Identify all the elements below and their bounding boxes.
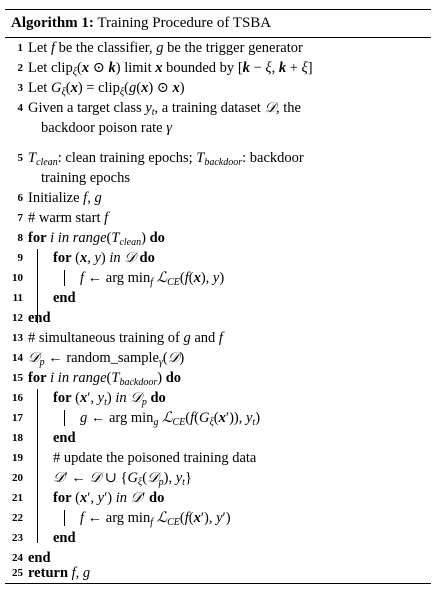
line-text: f ← arg $\min_f$ ℒ$_{CE}$(f(x), y) [80, 270, 225, 288]
caption-label: Algorithm 1: [11, 15, 94, 31]
line-text: Let f be the classifier, g be the trigger generator [28, 40, 303, 56]
line-number: 17 [12, 412, 23, 424]
line-number: 4 [17, 102, 23, 114]
line-text: 𝒟$_p$ ← random_sample$_\gamma$(𝒟) [28, 350, 185, 368]
line-text: Let clip$_\xi$(x ⊙ k) limit x bounded by [k − ξ, k + ξ] [28, 60, 313, 78]
line-number: 20 [12, 472, 23, 484]
line-text: end [28, 550, 51, 566]
block-bar [64, 270, 65, 286]
line-number: 18 [12, 432, 23, 444]
line-number: 11 [12, 292, 23, 304]
bottom-rule [5, 583, 431, 584]
line-number: 24 [12, 552, 23, 564]
line-number: 14 [12, 352, 23, 364]
caption-title: Training Procedure of TSBA [97, 15, 272, 31]
line-text: for (x, y) in 𝒟 do [53, 250, 155, 266]
line-number: 22 [12, 512, 23, 524]
line-number: 19 [12, 452, 23, 464]
line-text: # warm start f [28, 210, 109, 226]
line-number: 23 [12, 532, 23, 544]
line-number: 1 [17, 42, 23, 54]
line-number: 7 [17, 212, 23, 224]
block-bar [64, 410, 65, 426]
line-text: for (x′, y′) in 𝒟′ do [53, 490, 165, 506]
line-number: 12 [12, 312, 23, 324]
line-text: for i in $range(T_{backdoor})$ do [28, 370, 182, 388]
line-text: # simultaneous training of g and f [28, 330, 223, 346]
line-text: end [53, 530, 76, 546]
line-number: 5 [17, 152, 23, 164]
line-number: 13 [12, 332, 23, 344]
block-bar [64, 510, 65, 526]
line-number: 16 [12, 392, 23, 404]
block-bar [37, 389, 38, 543]
line-number: 6 [17, 192, 23, 204]
line-text: 𝒟′ ← 𝒟 ∪ {$G_\xi(𝒟_p)$, $y_t$} [53, 470, 192, 488]
line-text: for i in $range(T_{clean})$ do [28, 230, 165, 248]
top-rule [5, 9, 431, 10]
line-text: g ← arg $\min_g$ $ℒ_{CE}(f(G_\xi(x'))$, $y_t$) [80, 410, 261, 428]
line-number: 2 [17, 62, 23, 74]
line-number: 15 [12, 372, 23, 384]
line-number: 21 [12, 492, 23, 504]
line-text: end [53, 430, 76, 446]
line-text: Given a target class $y_t$, a training dataset 𝒟, the [28, 100, 301, 118]
line-number: 10 [12, 272, 23, 284]
block-bar [37, 249, 38, 323]
line-continuation: backdoor poison rate γ [41, 120, 172, 136]
line-number: 9 [17, 252, 23, 264]
algorithm-caption [11, 13, 271, 33]
line-number: 25 [12, 567, 23, 579]
line-text: for (x′, $y_t$) in 𝒟$_p$ do [53, 390, 166, 408]
line-text: Initialize f, g [28, 190, 102, 206]
line-text: Let $G_\xi(x)$ = clip$_\xi$(g(x) ⊙ x) [28, 80, 185, 98]
line-text: $T_{clean}$: clean training epochs; $T_{backdoor}$: backdoor [28, 150, 304, 168]
line-text: end [53, 290, 76, 306]
line-text: return f, g [28, 565, 91, 581]
line-number: 3 [17, 82, 23, 94]
line-text: end [28, 310, 51, 326]
line-text: f ← arg $\min_f$ ℒ$_{CE}$(f(x′), y′) [80, 510, 231, 528]
line-continuation: training epochs [41, 170, 130, 186]
line-text: # update the poisoned training data [53, 450, 257, 466]
line-number: 8 [17, 232, 23, 244]
